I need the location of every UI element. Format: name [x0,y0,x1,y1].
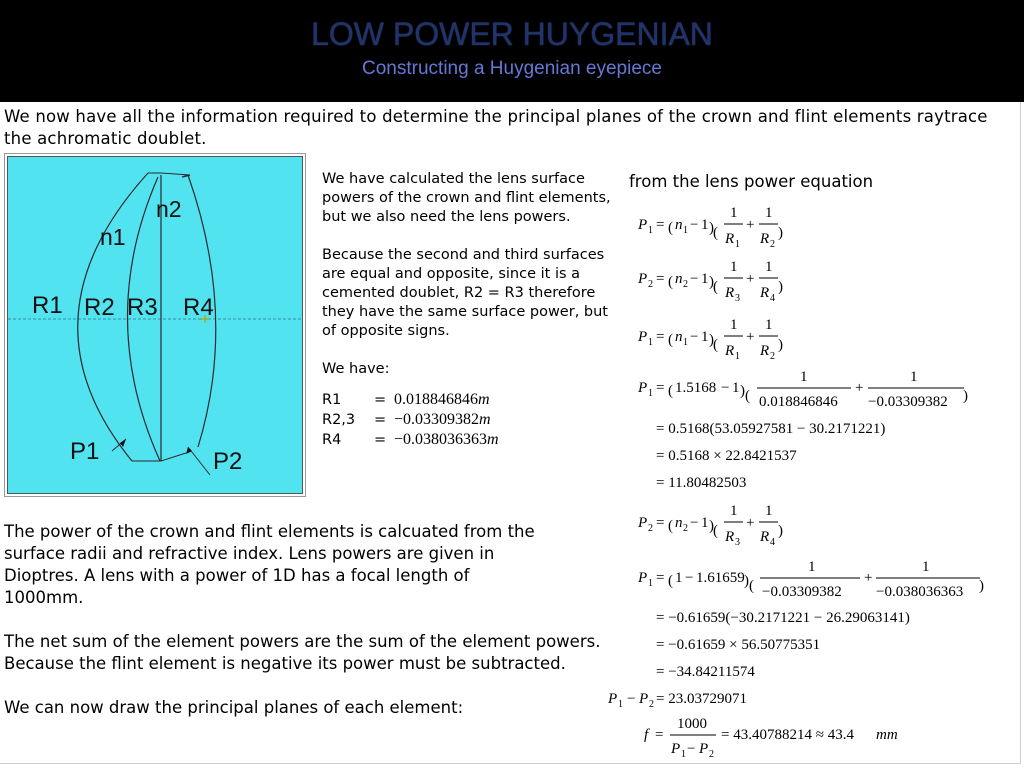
big-paren: ( [713,279,718,295]
equals: = [656,380,665,396]
bottom-para-2: The net sum of the element powers are the sum of the element powers. Because the flint element is negative its power must be subtracted. [4,632,601,673]
radius-label: R4 [322,432,342,448]
numerator: 1 [808,559,816,575]
one: 1 [675,570,683,586]
p1-step-2: = 0.5168 × 22.8421537 [656,448,797,464]
p2-step-1: = −0.61659(−30.2171221 − 26.29063141) [656,610,910,626]
sym-r: R [725,529,735,545]
denominator: 0.018846846 [759,394,838,410]
sub: 1 [648,388,653,399]
label-r1: R1 [32,292,63,319]
we-have-label: We have: [322,361,390,377]
p2-step-3: = −34.84211574 [656,664,755,680]
sym-p: P [638,515,648,531]
big-paren: ) [778,279,783,295]
equals: = [656,271,665,287]
equation-p2-repeat [637,503,783,548]
equals: = [656,329,665,345]
one: 1 [701,329,709,345]
sub: 1 [681,749,686,760]
paren: ) [740,383,745,399]
numerator: 1 [910,369,918,385]
sub: 2 [648,523,653,534]
diagram-background [8,157,302,493]
label-r4: R4 [183,294,214,321]
lens-diagram [7,156,303,494]
paren: ) [709,274,714,290]
sub: 3 [735,537,740,548]
sub: 2 [648,279,653,290]
one: 1 [701,271,709,287]
radius-label: R2,3 [322,412,356,428]
label-n2: n2 [156,196,182,222]
n2-value: 1.61659 [696,570,745,586]
sym-p: P [638,329,648,345]
one: 1 [701,217,709,233]
denominator: −0.038036363 [876,584,964,600]
numerator: 1 [800,369,808,385]
paren: ) [744,573,749,589]
minus: − [685,570,694,586]
big-paren: ) [778,225,783,241]
denominator: −0.03309382 [868,394,948,410]
paren: ( [668,220,673,236]
minus: − [687,741,696,757]
radius-label: R1 [322,392,342,408]
numerator: 1 [765,317,773,333]
plus: + [864,570,873,586]
radii-row [322,410,499,430]
sub: 2 [683,279,688,290]
equals: = [655,727,664,743]
p1-step-3: = 11.80482503 [656,475,747,491]
difference-value: = 23.03729071 [656,691,747,707]
sym-n: n [675,217,683,233]
label-p2: P2 [213,448,243,475]
sub: 2 [649,699,654,710]
equals: = [656,515,665,531]
paren: ) [709,220,714,236]
sub: 2 [683,523,688,534]
plus: + [746,515,755,531]
equation-focal-length [644,716,898,760]
big-paren: ) [979,578,984,594]
radius-value: 0.018846846m [394,391,490,408]
radii-row [322,430,499,450]
plus: + [746,217,755,233]
sub: 2 [770,239,775,250]
minus: − [690,515,699,531]
focal-unit: mm [876,727,898,743]
header-bar [0,0,1024,102]
numerator: 1 [765,205,773,221]
explanation-para-1: We have calculated the lens surface powers of the crown and flint elements, but we also need the lens powers. [322,171,611,225]
minus: − [690,329,699,345]
radius-equals: = [374,432,387,448]
sym-p: P [638,217,648,233]
one: 1 [701,515,709,531]
lens-diagram-svg [8,157,302,493]
paren: ) [709,518,714,534]
sub: 4 [770,537,775,548]
sub: 1 [683,337,688,348]
numerator: 1 [730,205,738,221]
sub: 1 [648,337,653,348]
bottom-para-3: We can now draw the principal planes of each element: [4,698,464,717]
sub: 2 [709,749,714,760]
intro-text: We now have all the information required to determine the principal planes of the crown and flint elements raytrace the achromatic doublet. [4,107,988,148]
paren: ( [668,573,673,589]
label-n1: n1 [100,224,126,250]
page-subtitle: Constructing a Huygenian eyepiece [362,58,662,79]
sym-p: P [639,691,649,707]
paren: ( [668,332,673,348]
equation-p1-numeric [637,369,968,410]
big-paren: ) [963,388,968,404]
p2-step-2: = −0.61659 × 56.50775351 [656,637,821,653]
sym-r: R [760,285,770,301]
f-numerator: 1000 [677,716,707,732]
big-paren: ( [745,388,750,404]
sub: 3 [735,293,740,304]
sym-p: P [638,380,648,396]
big-paren: ) [778,523,783,539]
p1-step-1: = 0.5168(53.05927581 − 30.2171221) [656,421,886,437]
big-paren: ( [713,337,718,353]
minus: − [690,217,699,233]
page-title: LOW POWER HUYGENIAN [311,16,713,52]
minus: − [627,691,636,707]
numerator: 1 [922,559,930,575]
label-p1: P1 [70,438,100,465]
paren: ( [668,383,673,399]
radii-row [322,390,499,410]
sub: 1 [648,578,653,589]
plus: + [746,329,755,345]
n1-value: 1.5168 [675,380,717,396]
sym-r: R [760,231,770,247]
sym-p: P [699,741,709,757]
bottom-para-1: The power of the crown and flint elements is calcuated from the surface radii and refractive index. Lens powers are given in Dioptres. A lens with a power of 1D has a focal length of 1000mm. [4,522,535,607]
explanation-para-2: Because the second and third surfaces are equal and opposite, since it is a cemented doublet, R2 = R3 therefore they have the same surface power, but of opposite signs. [322,247,608,339]
math-lead-text: from the lens power equation [629,172,874,191]
sym-n: n [675,515,683,531]
sym-p: P [638,271,648,287]
equals: = [656,570,665,586]
radii-table [322,390,499,450]
denominator: −0.03309382 [762,584,842,600]
numerator: 1 [765,503,773,519]
plus: + [746,271,755,287]
big-paren: ( [713,225,718,241]
sub: 1 [683,225,688,236]
sub: 1 [735,351,740,362]
numerator: 1 [730,259,738,275]
focal-result: = 43.40788214 ≈ 43.4 [721,727,854,743]
sym-n: n [675,271,683,287]
radius-equals: = [374,412,387,428]
sub: 1 [735,239,740,250]
paren: ( [668,274,673,290]
explanation-column [322,170,617,450]
sym-r: R [725,343,735,359]
sub: 1 [648,225,653,236]
sym-r: R [725,231,735,247]
paren: ( [668,518,673,534]
one: 1 [732,380,740,396]
sym-p: P [671,741,681,757]
bottom-text [4,521,604,741]
plus: + [855,380,864,396]
label-r3: R3 [127,294,158,321]
math-panel [600,168,1018,764]
equals: = [656,217,665,233]
equation-p1-general [637,205,783,250]
radius-value: −0.038036363m [394,431,499,448]
big-paren: ( [713,523,718,539]
big-paren: ) [778,337,783,353]
sym-r: R [760,343,770,359]
numerator: 1 [730,317,738,333]
sym-n: n [675,329,683,345]
sym-f: f [644,727,649,743]
sub: 1 [618,699,623,710]
paren: ) [709,332,714,348]
big-paren: ( [749,578,754,594]
equation-difference [607,691,747,710]
sym-r: R [725,285,735,301]
numerator: 1 [730,503,738,519]
math-svg [600,168,1018,764]
sym-p: P [638,570,648,586]
label-r2: R2 [84,294,115,321]
radius-value: −0.03309382m [394,411,491,428]
sym-p: P [608,691,618,707]
sub: 4 [770,293,775,304]
numerator: 1 [765,259,773,275]
sym-r: R [760,529,770,545]
minus: − [690,271,699,287]
sub: 2 [770,351,775,362]
equation-p1-repeat [637,317,783,362]
minus: − [721,380,730,396]
equation-p2-numeric [637,559,984,600]
equation-p2-general [637,259,783,304]
radius-equals: = [374,392,387,408]
